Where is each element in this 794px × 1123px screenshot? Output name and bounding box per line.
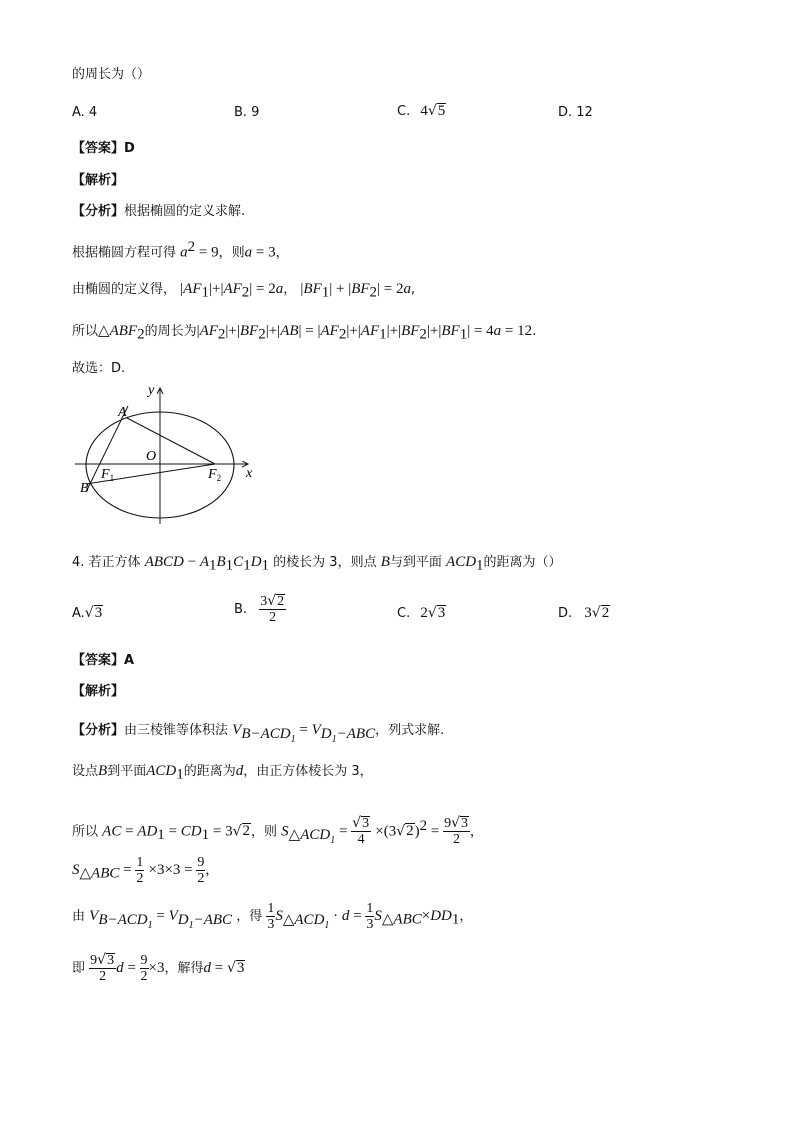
q4-option-a: A.√3 xyxy=(72,605,103,621)
q3-option-a: A. 4 xyxy=(72,105,98,120)
q4-analysis-summary: 【分析】由三棱锥等体积法 $V_{B-ACD_1} = V_{D_1-ABC}$，列式求解. xyxy=(72,722,445,745)
q4-option-d: D. 3√2 xyxy=(558,605,610,621)
q3-step-3: 所以$\triangle ABF_2$的周长为$|AF_2|+|BF_2|+|AB| = |AF_2|+|AF_1|+|BF_2|+|BF_1| = 4a = 12$. xyxy=(72,323,537,343)
label-x: x xyxy=(246,466,253,481)
q3-analysis-heading: 【解析】 xyxy=(72,173,125,188)
q3-option-c: C. 4√5 xyxy=(397,103,446,119)
q3-option-d: D. 12 xyxy=(558,105,593,120)
q4-step-2: 所以 AC = $AD_1 = CD_1 = 3√2$，则 $S_{\triangle ACD_1}$ = $\frac{√3}{4}$ $\times(3√2)^2$ = $\frac{9√3}{2}$ ， xyxy=(72,815,484,848)
label-a: A xyxy=(118,405,127,420)
label-b: B xyxy=(80,481,89,496)
label-y: y xyxy=(148,383,155,398)
q4-stem: 4. 若正方体 ABCD − $A_1B_1C_1D_1$ 的棱长为 3，则点 B与到平面 $ACD_1$的距离为（） xyxy=(72,554,562,574)
q3-analysis-summary: 【分析】根据椭圆的定义求解. xyxy=(72,204,246,219)
q3-answer: 【答案】D xyxy=(72,141,135,156)
q3-step-2: 由椭圆的定义得， $|AF_1|+|AF_2| = 2a$， $|BF_1| + |BF_2| = 2a$, xyxy=(72,281,416,301)
q4-analysis-heading: 【解析】 xyxy=(72,684,125,699)
q3-choice: 故选：D. xyxy=(72,361,126,376)
q3-option-b: B. 9 xyxy=(234,105,260,120)
q4-option-c: C. 2√3 xyxy=(397,605,446,621)
q3-step-1: 根据椭圆方程可得 $a^2 = 9$，则a = 3， xyxy=(72,239,289,261)
q4-step-1: 设点B到平面$ACD_1$的距离为d，由正方体棱长为 3， xyxy=(72,763,373,783)
q4-option-b: B. $\frac{3√2}{2}$ xyxy=(234,593,285,625)
label-o: O xyxy=(146,449,157,464)
label-f2: $F_2$ xyxy=(208,467,222,483)
ellipse-figure xyxy=(70,382,270,528)
q4-answer: 【答案】A xyxy=(72,653,135,668)
q4-step-4: 由 $V_{B-ACD_1} = V_{D_1-ABC}$ ，得 $\frac{1}{3}$ $S_{\triangle ACD_1} \cdot d$ = $\frac{1}{3}$ $S_{\triangle ABC}\times DD_1$， xyxy=(72,901,473,932)
q4-step-3: $S_{\triangle ABC}$ = $\frac{1}{2}$ ×3×3 = $\frac{9}{2}$ ， xyxy=(72,855,219,886)
label-f1: $F_1$ xyxy=(101,467,115,483)
segment-af2 xyxy=(127,418,215,464)
q3-stem-tail: 的周长为（） xyxy=(72,67,151,82)
q4-step-5: 即 $\frac{9√3}{2}$ d = $\frac{9}{2}$ ×3，解得d = √3 xyxy=(72,952,245,984)
